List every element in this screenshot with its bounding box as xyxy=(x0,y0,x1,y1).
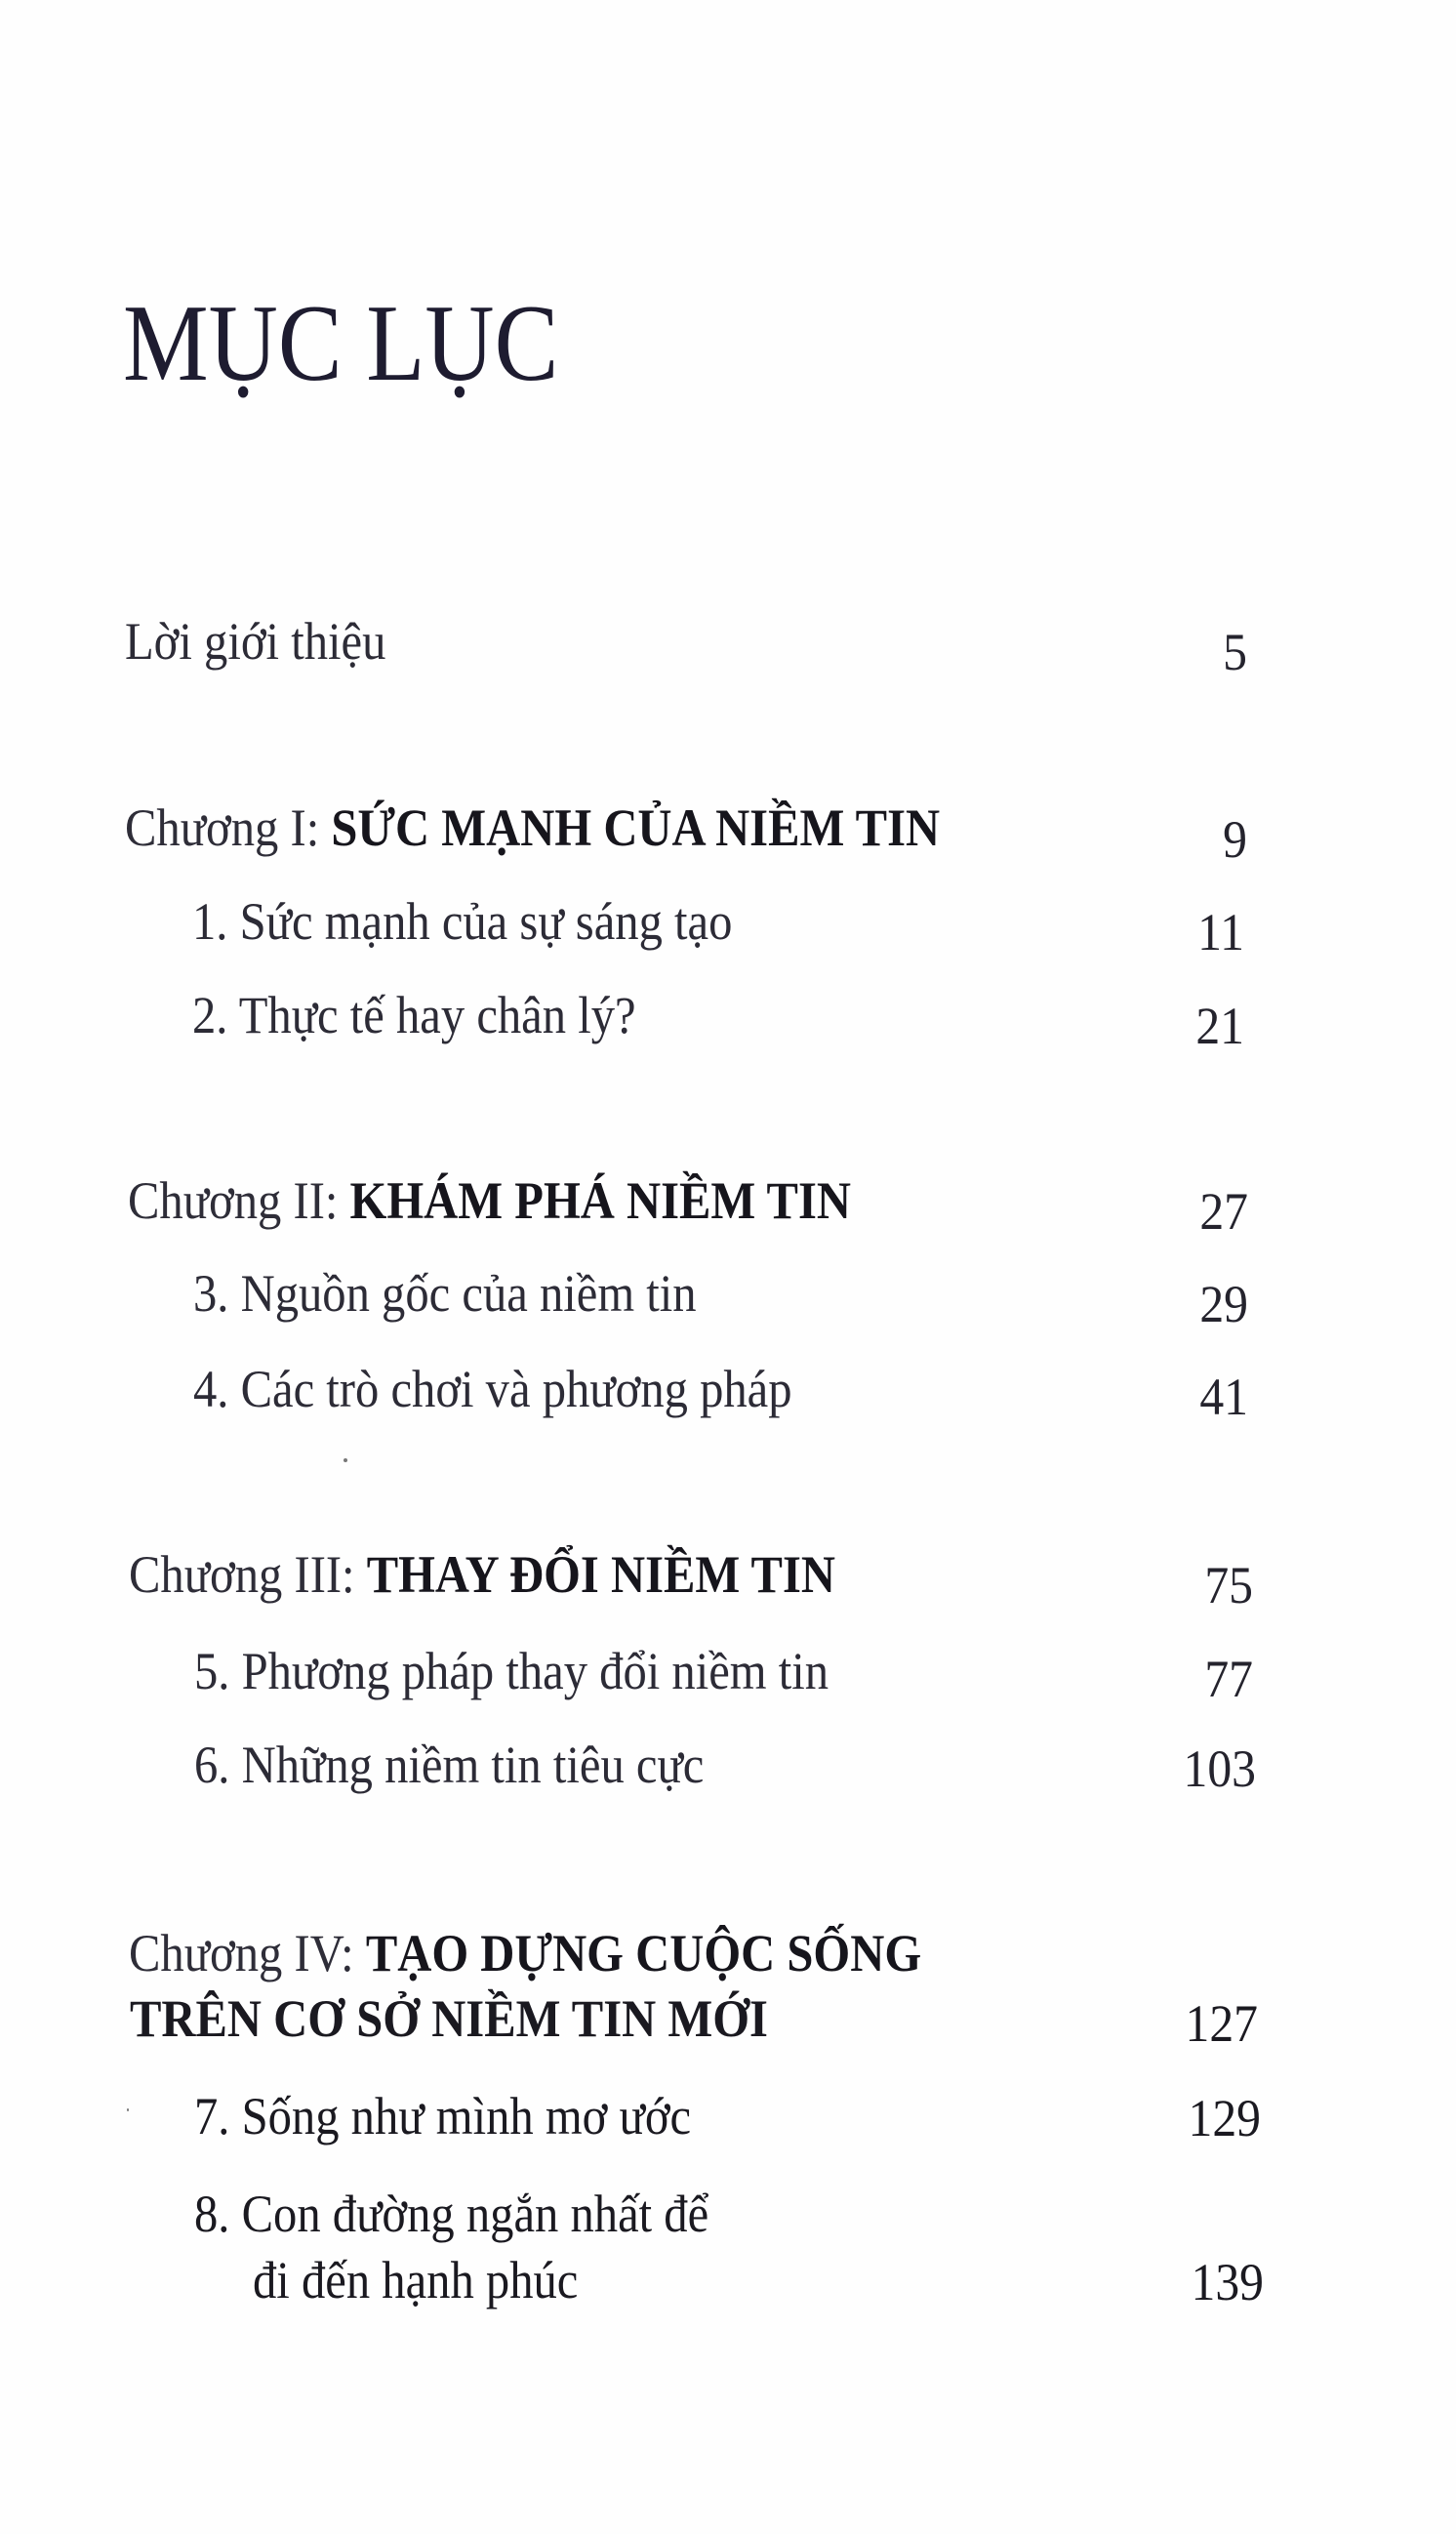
toc-page-number: 5 xyxy=(1223,623,1247,681)
toc-page-number: 127 xyxy=(1185,1994,1258,2053)
chapter-title: KHÁM PHÁ NIỀM TIN xyxy=(349,1171,851,1230)
toc-chapter-heading xyxy=(129,1544,835,1605)
toc-chapter-heading xyxy=(129,1923,921,1983)
toc-page-number: 77 xyxy=(1204,1650,1253,1708)
toc-entry-label: 6. Những niềm tin tiêu cực xyxy=(194,1736,705,1794)
toc-page-number: 21 xyxy=(1195,997,1244,1055)
toc-page-number: 103 xyxy=(1183,1739,1256,1798)
chapter-prefix: Chương IV: xyxy=(129,1924,366,1982)
chapter-title: THAY ĐỔI NIỀM TIN xyxy=(366,1545,835,1604)
toc-entry-label-line2: đi đến hạnh phúc xyxy=(253,2251,579,2309)
chapter-prefix: Chương II: xyxy=(128,1171,350,1230)
toc-entry-label: 7. Sống như mình mơ ước xyxy=(194,2087,692,2146)
toc-page-number: 27 xyxy=(1199,1182,1248,1241)
toc-page-number: 41 xyxy=(1199,1368,1248,1426)
scan-speck xyxy=(127,2108,129,2111)
chapter-prefix: Chương III: xyxy=(129,1545,367,1604)
toc-entry-label: 4. Các trò chơi và phương pháp xyxy=(193,1360,792,1418)
toc-entry-label: 2. Thực tế hay chân lý? xyxy=(192,986,636,1044)
toc-entry-label: 5. Phương pháp thay đổi niềm tin xyxy=(194,1642,829,1700)
toc-entry-label: 1. Sức mạnh của sự sáng tạo xyxy=(192,892,733,951)
toc-page-number: 29 xyxy=(1199,1275,1248,1333)
chapter-title-line2: TRÊN CƠ SỞ NIỀM TIN MỚI xyxy=(130,1989,768,2048)
toc-entry-label: Lời giới thiệu xyxy=(125,612,386,671)
toc-chapter-heading xyxy=(128,1170,851,1231)
toc-page-number: 9 xyxy=(1223,810,1247,869)
toc-chapter-heading xyxy=(125,797,940,858)
toc-page-number: 139 xyxy=(1191,2253,1264,2311)
chapter-title: SỨC MẠNH CỦA NIỀM TIN xyxy=(331,798,941,857)
toc-page-number: 129 xyxy=(1188,2089,1261,2147)
chapter-title: TẠO DỰNG CUỘC SỐNG xyxy=(365,1924,922,1982)
page-title: MỤC LỤC xyxy=(123,283,559,404)
chapter-prefix: Chương I: xyxy=(125,798,332,857)
toc-page-number: 75 xyxy=(1204,1556,1253,1614)
scan-speck xyxy=(344,1458,347,1462)
toc-page-number: 11 xyxy=(1197,903,1244,961)
toc-entry-label: 3. Nguồn gốc của niềm tin xyxy=(193,1264,697,1323)
toc-entry-label: 8. Con đường ngắn nhất để xyxy=(194,2185,709,2243)
